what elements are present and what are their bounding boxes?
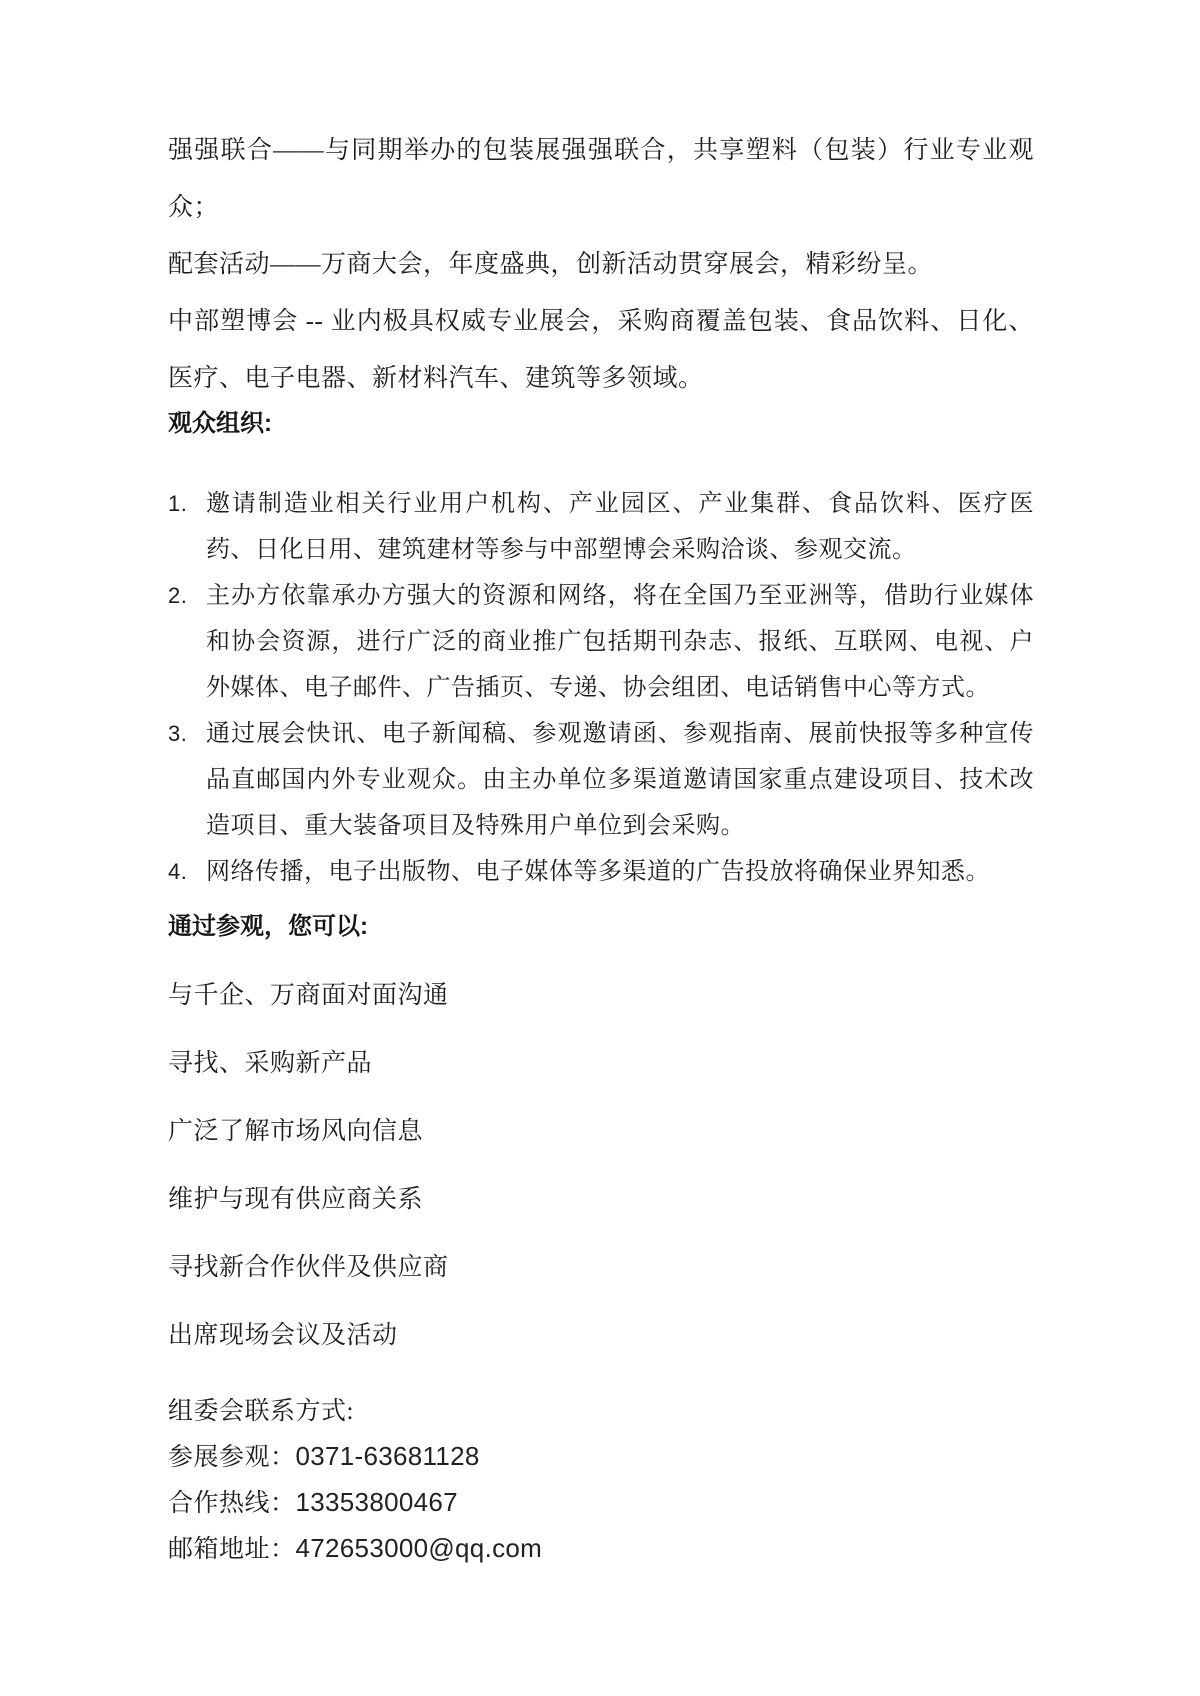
list-item — [168, 849, 1034, 895]
contact-section — [168, 1389, 1034, 1572]
benefit-line: 与千企、万商面对面沟通 — [168, 982, 449, 1009]
list-item-text: 通过展会快讯、电子新闻稿、参观邀请函、参观指南、展前快报等多种宣传品直邮国内外专业观众。由主办单位多渠道邀请国家重点建设项目、技术改造项目、重大装备项目及特殊用户单位到会采购。 — [206, 721, 1034, 839]
intro-paragraph-1: 强强联合——与同期举办的包装展强强联合，共享塑料（包装）行业专业观众； — [168, 137, 1034, 221]
audience-organization-list — [168, 481, 1034, 895]
contact-email-address: 472653000@qq.com — [295, 1533, 543, 1563]
list-item-number: 3. — [168, 721, 188, 746]
intro-paragraphs — [168, 122, 1034, 407]
list-item — [168, 711, 1034, 849]
list-item — [168, 573, 1034, 711]
contact-line-email — [168, 1526, 1034, 1572]
contact-label: 参展参观： — [168, 1444, 296, 1471]
contact-line-cooperation-hotline — [168, 1480, 1034, 1526]
contact-label: 邮箱地址： — [168, 1536, 296, 1563]
intro-paragraph-3: 中部塑博会 -- 业内极具权威专业展会，采购商覆盖包装、食品饮料、日化、医疗、电子电器、新材料汽车、建筑等多领域。 — [168, 308, 1034, 392]
benefit-line: 出席现场会议及活动 — [168, 1322, 398, 1349]
section-heading-audience-organization: 观众组织: — [168, 410, 272, 437]
contact-line-exhibit-visit — [168, 1434, 1034, 1480]
contact-label: 合作热线： — [168, 1490, 296, 1517]
list-item-text: 邀请制造业相关行业用户机构、产业园区、产业集群、食品饮料、医疗医药、日化日用、建筑建材等参与中部塑博会采购洽谈、参观交流。 — [206, 491, 1034, 563]
list-item-number: 4. — [168, 859, 188, 884]
benefit-line: 寻找新合作伙伴及供应商 — [168, 1254, 449, 1281]
list-item-text: 网络传播，电子出版物、电子媒体等多渠道的广告投放将确保业界知悉。 — [206, 859, 990, 885]
visit-benefits-list — [168, 983, 1034, 1349]
list-item — [168, 481, 1034, 573]
contact-heading: 组委会联系方式: — [168, 1398, 354, 1425]
section-heading-visit-benefits: 通过参观，您可以: — [168, 913, 368, 940]
list-item-text: 主办方依靠承办方强大的资源和网络，将在全国乃至亚洲等，借助行业媒体和协会资源，进行广泛的商业推广包括期刊杂志、报纸、互联网、电视、户外媒体、电子邮件、广告插页、专递、协会组团、电话销售中心等方式。 — [206, 583, 1034, 701]
list-item-number: 1. — [168, 491, 188, 516]
benefit-line: 寻找、采购新产品 — [168, 1050, 373, 1077]
contact-phone-number: 0371-63681128 — [295, 1441, 480, 1471]
contact-hotline-number: 13353800467 — [295, 1487, 458, 1517]
benefit-line: 广泛了解市场风向信息 — [168, 1118, 424, 1145]
intro-paragraph-2: 配套活动——万商大会，年度盛典，创新活动贯穿展会，精彩纷呈。 — [168, 251, 934, 278]
list-item-number: 2. — [168, 583, 188, 608]
benefit-line: 维护与现有供应商关系 — [168, 1186, 424, 1213]
